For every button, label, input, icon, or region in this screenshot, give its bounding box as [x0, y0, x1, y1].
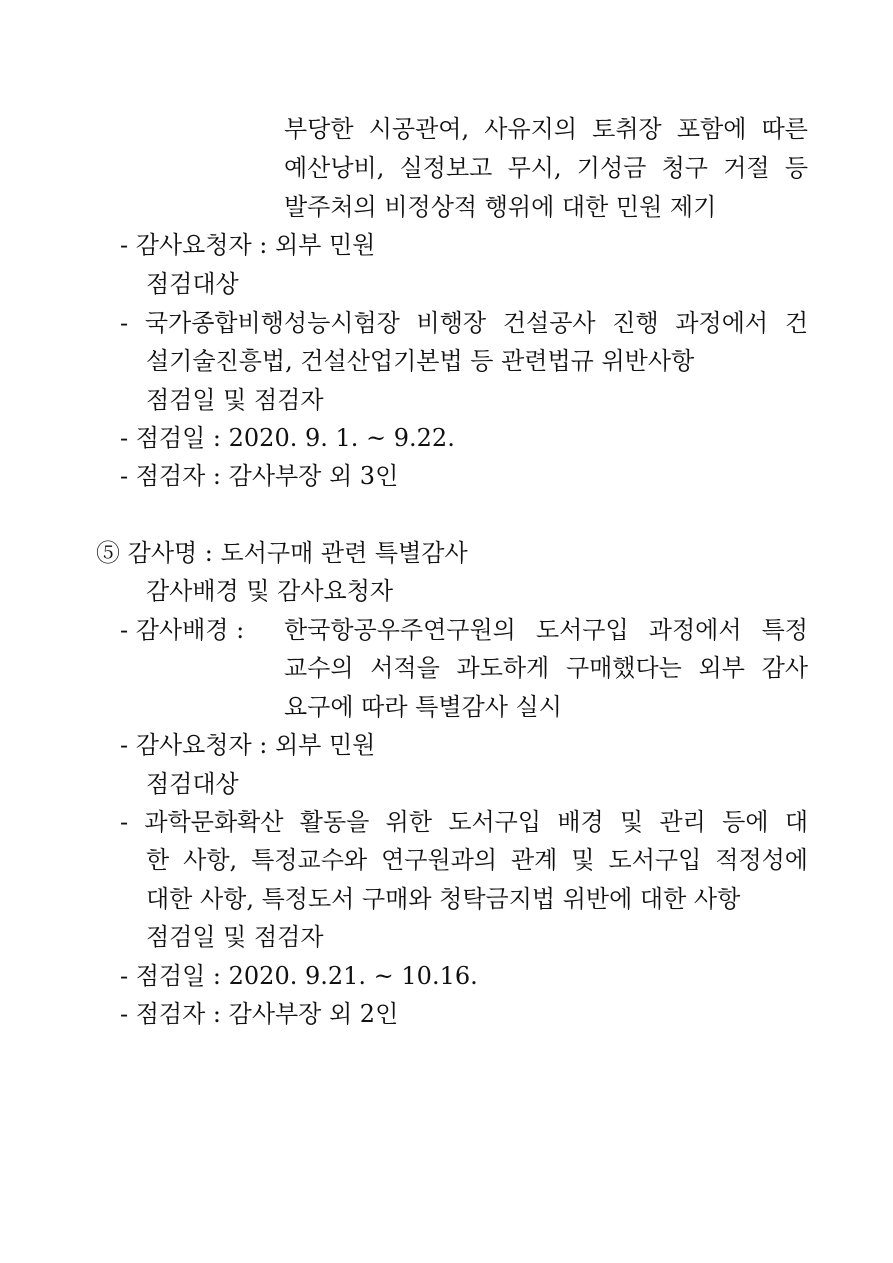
background-label: - 감사배경 : [120, 616, 245, 644]
date-heading: 점검일 및 점검자 [146, 386, 324, 414]
audit-date-line: - 점검일 : 2020. 9.21. ~ 10.16. [120, 962, 478, 990]
background-line-2: 예산낭비, 실정보고 무시, 기성금 청구 거절 등 [284, 154, 808, 182]
audit-requester-line: - 감사요청자 : 외부 민원 [120, 731, 376, 759]
audit-inspector-line: - 점검자 : 감사부장 외 2인 [120, 1000, 399, 1028]
audit-title: ⑤ 감사명 : 도서구매 관련 특별감사 [96, 539, 468, 567]
audit-target-heading: 점검대상 [146, 770, 239, 798]
date-line: - 점검일 : 2020. 9. 1. ~ 9.22. [120, 424, 455, 452]
audit-background-line-1: 한국항공우주연구원의 도서구입 과정에서 특정 [284, 616, 808, 644]
background-line-3: 발주처의 비정상적 행위에 대한 민원 제기 [284, 193, 717, 221]
background-heading: 감사배경 및 감사요청자 [146, 577, 394, 605]
audit-target-line-1: - 과학문화확산 활동을 위한 도서구입 배경 및 관리 등에 대 [120, 808, 808, 836]
target-heading: 점검대상 [146, 270, 239, 298]
audit-target-line-2: 한 사항, 특정교수와 연구원과의 관계 및 도서구입 적정성에 [146, 846, 808, 874]
audit-date-heading: 점검일 및 점검자 [146, 923, 324, 951]
audit-target-line-3: 대한 사항, 특정도서 구매와 청탁금지법 위반에 대한 사항 [146, 885, 741, 913]
inspector-line: - 점검자 : 감사부장 외 3인 [120, 462, 399, 490]
background-line-1: 부당한 시공관여, 사유지의 토취장 포함에 따른 [284, 115, 808, 143]
target-line-2: 설기술진흥법, 건설산업기본법 등 관련법규 위반사항 [146, 347, 695, 375]
requester-line: - 감사요청자 : 외부 민원 [120, 231, 376, 259]
audit-background-line-2: 교수의 서적을 과도하게 구매했다는 외부 감사 [284, 654, 808, 682]
audit-background-line-3: 요구에 따라 특별감사 실시 [284, 693, 562, 721]
target-line-1: - 국가종합비행성능시험장 비행장 건설공사 진행 과정에서 건 [120, 309, 808, 337]
